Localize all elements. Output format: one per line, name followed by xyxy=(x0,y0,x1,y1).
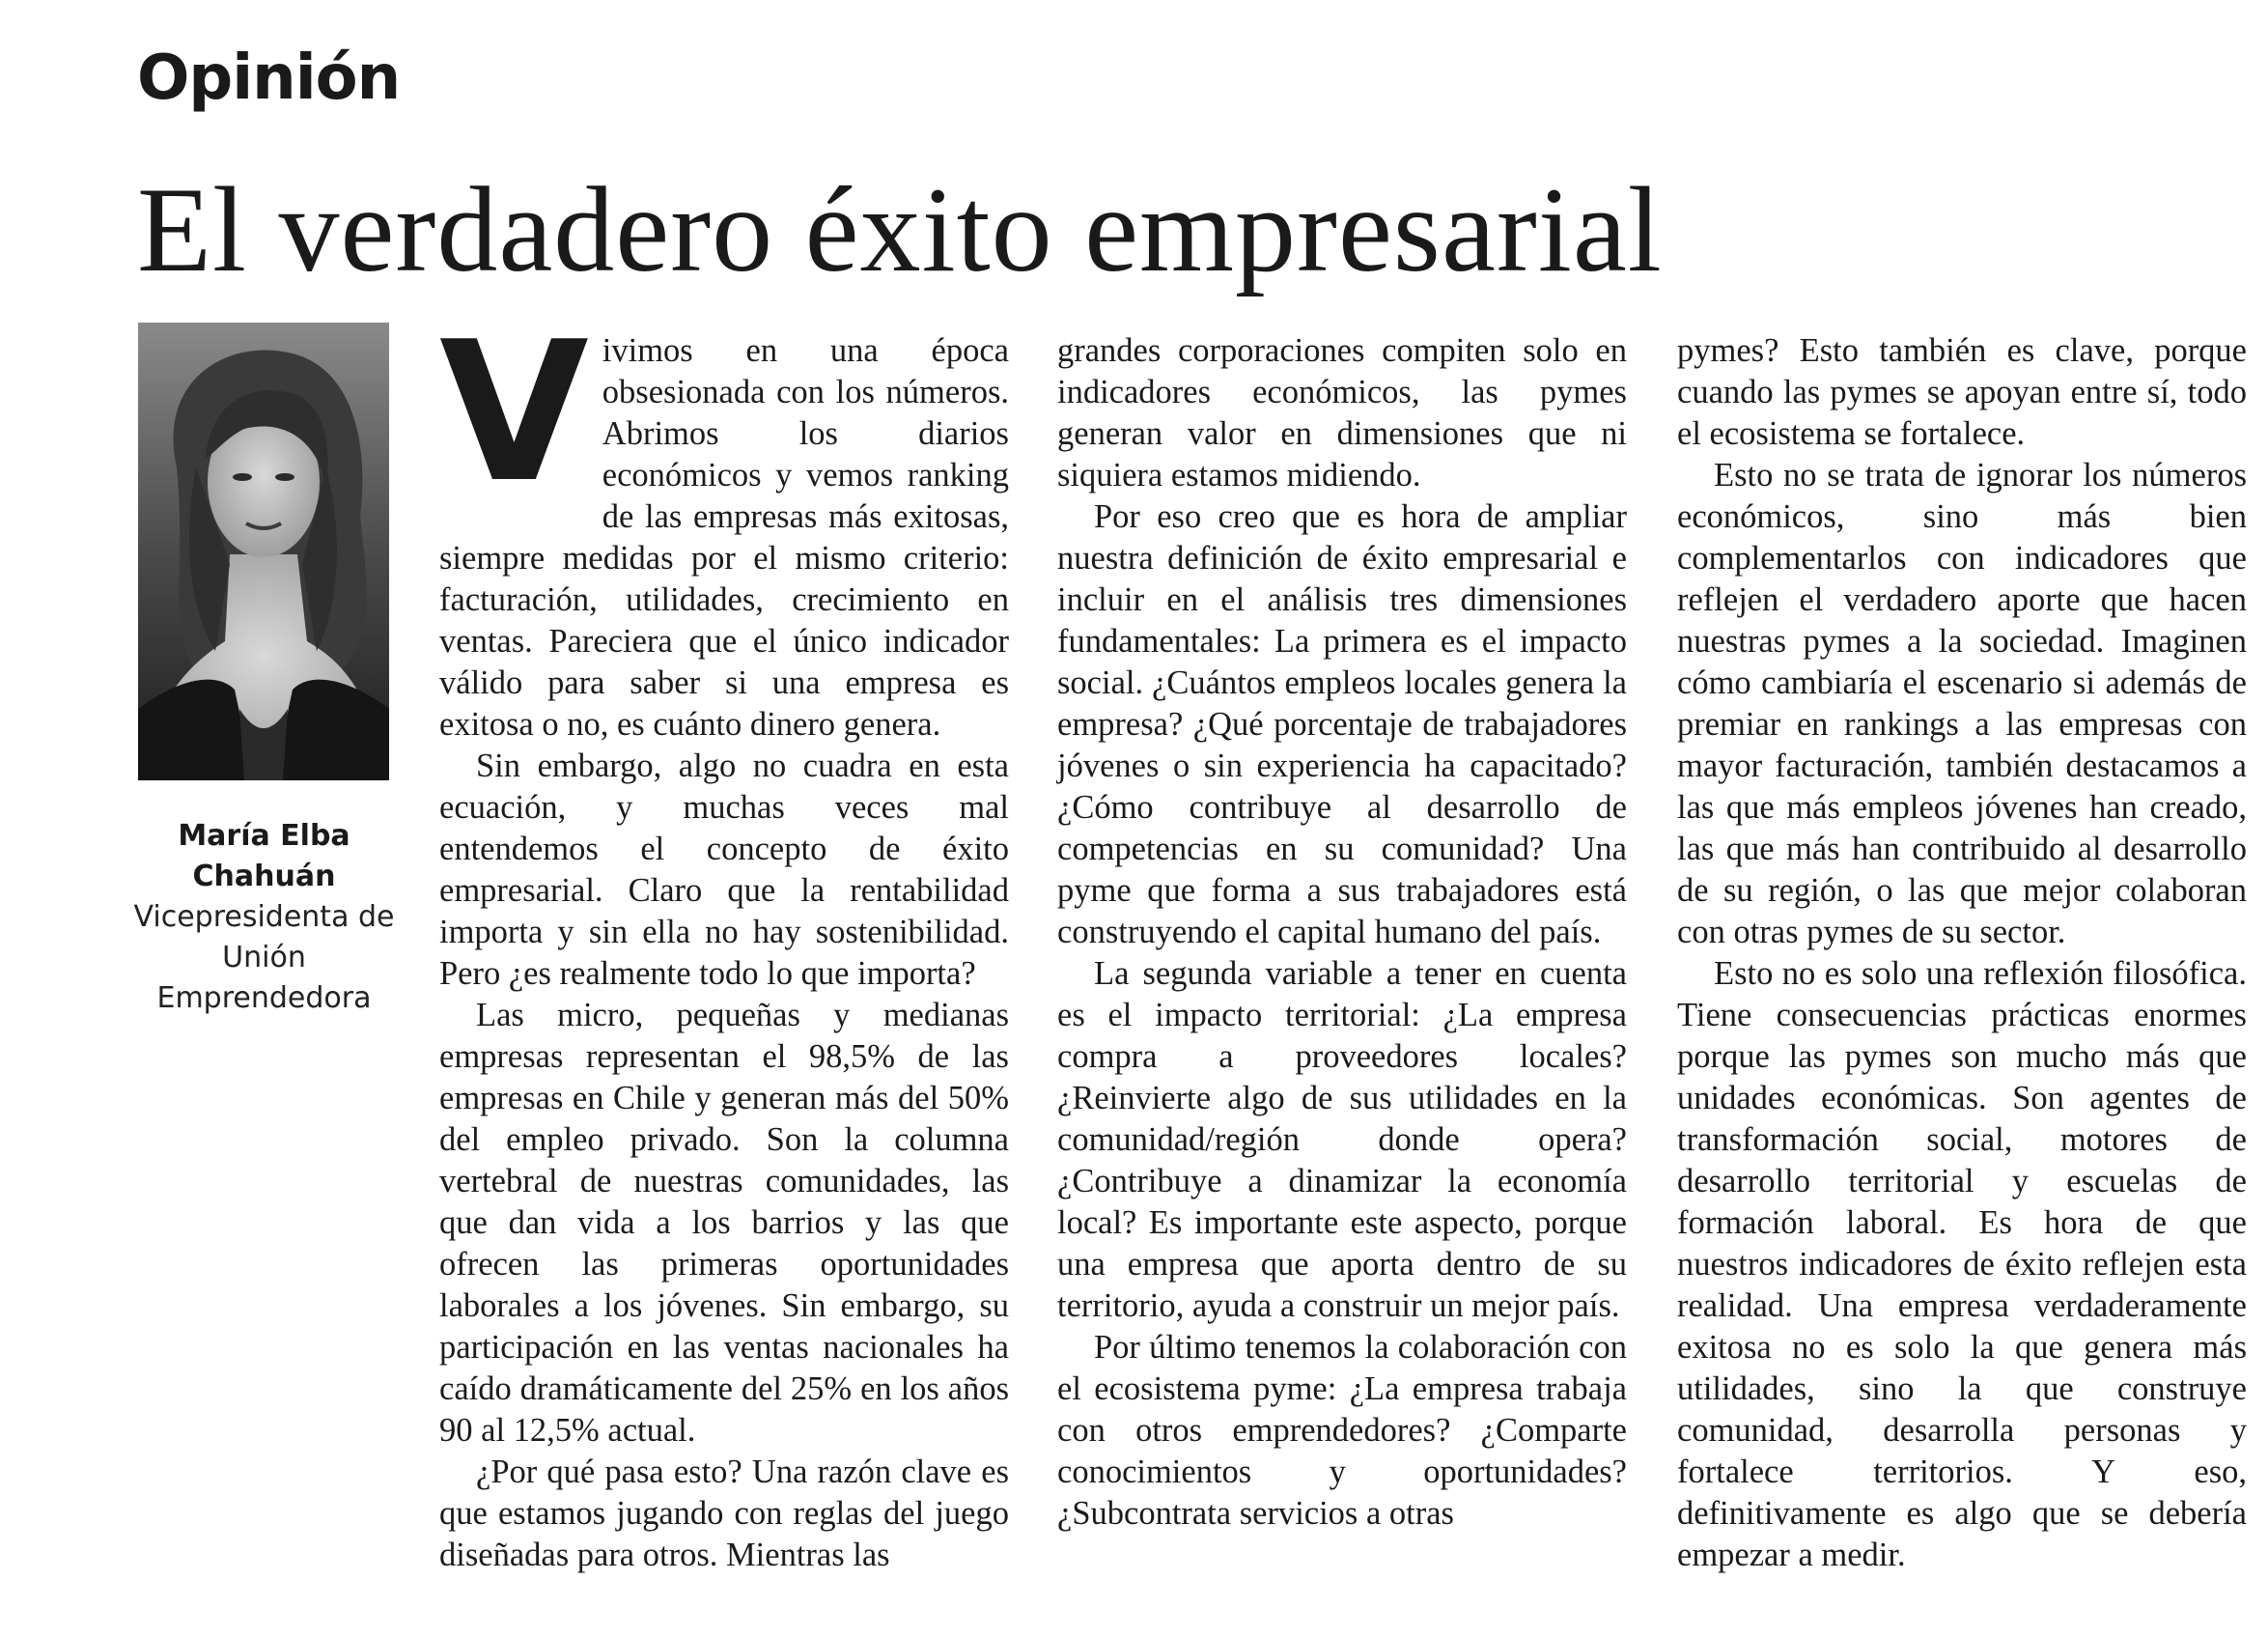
article-paragraph: La segunda variable a tener en cuenta es el impacto territorial: ¿La empresa compra a proveedores locales? ¿Reinvierte algo de sus utilidades en la comunidad/región donde opera? ¿Contribuye a dinamizar la economía local? Es importante este aspecto, porque una empresa que aporta dentro de su territorio, ayuda a construir un mejor país. xyxy=(1057,955,1627,1324)
article-paragraph: pymes? Esto también es clave, porque cuando las pymes se apoyan entre sí, todo el ecosistema se fortalece. xyxy=(1677,332,2247,452)
article-paragraph: ¿Por qué pasa esto? Una razón clave es que estamos jugando con reglas del juego diseñadas para otros. Mientras las xyxy=(439,1454,1009,1573)
author-portrait-icon xyxy=(138,323,389,780)
author-role: Vicepresidenta de Unión Emprendedora xyxy=(133,900,395,1015)
article-paragraph: Por eso creo que es hora de ampliar nuestra definición de éxito empresarial e incluir en el análisis tres dimensiones fundamentales: La primera es el impacto social. ¿Cuántos empleos locales genera la empresa? ¿Qué porcentaje de trabajadores jóvenes o sin experiencia ha capacitado? ¿Cómo contribuye al desarrollo de competencias en su comunidad? Una pyme que forma a sus trabajadores está construyendo el capital humano del país. xyxy=(1057,498,1627,950)
article-column-3 xyxy=(1677,330,2247,1576)
article-column-1 xyxy=(439,300,1009,1576)
article-paragraph: Sin embargo, algo no cuadra en esta ecuación, y muchas veces mal entendemos el concepto de éxito empresarial. Claro que la rentabilidad importa y sin ella no hay sostenibilidad. Pero ¿es realmente todo lo que importa? xyxy=(439,748,1009,992)
article-paragraph: Esto no es solo una reflexión filosófica. Tiene consecuencias prácticas enormes porque las pymes son mucho más que unidades económicas. Son agentes de transformación social, motores de desarrollo territorial y escuelas de formación laboral. Es hora de que nuestros indicadores de éxito reflejen esta realidad. Una empresa verdaderamente exitosa no es solo la que genera más utilidades, sino la que construye comunidad, desarrolla personas y fortalece territorios. Y eso, definitivamente es algo que se debería empezar a medir. xyxy=(1677,955,2247,1573)
headline: El verdadero éxito empresarial xyxy=(137,163,1663,297)
author-photo xyxy=(138,323,389,780)
article-paragraph: Por último tenemos la colaboración con el ecosistema pyme: ¿La empresa trabaja con otros emprendedores? ¿Comparte conocimientos y oportunidades? ¿Subcontrata servicios a otras xyxy=(1057,1329,1627,1532)
drop-cap: V xyxy=(439,300,589,525)
section-label: Opinión xyxy=(137,42,401,114)
author-byline xyxy=(116,816,412,1019)
article-paragraph: Esto no se trata de ignorar los números económicos, sino más bien complementarlos con indicadores que reflejen el verdadero aporte que hacen nuestras pymes a la sociedad. Imaginen cómo cambiaría el escenario si además de premiar en rankings a las empresas con mayor facturación, también destacamos a las que más empleos jóvenes han creado, las que más han contribuido al desarrollo de su región, o las que mejor colaboran con otras pymes de su sector. xyxy=(1677,457,2247,950)
article-paragraph: grandes corporaciones compiten solo en indicadores económicos, las pymes generan valor en dimensiones que ni siquiera estamos midiendo. xyxy=(1057,332,1627,494)
article-column-2 xyxy=(1057,330,1627,1535)
article-paragraph: Vivimos en una época obsesionada con los números. Abrimos los diarios económicos y vemos ranking de las empresas más exitosas, siempre medidas por el mismo criterio: facturación, utilidades, crecimiento en ventas. Pareciera que el único indicador válido para saber si una empresa es exitosa o no, es cuánto dinero genera. xyxy=(439,300,1009,743)
article-paragraph: Las micro, pequeñas y medianas empresas representan el 98,5% de las empresas en Chile y generan más del 50% del empleo privado. Son la columna vertebral de nuestras comunidades, las que dan vida a los barrios y las que ofrecen las primeras oportunidades laborales a los jóvenes. Sin embargo, su participación en las ventas nacionales ha caído dramáticamente del 25% en los años 90 al 12,5% actual. xyxy=(439,997,1009,1449)
author-name: María Elba Chahuán xyxy=(178,819,350,893)
